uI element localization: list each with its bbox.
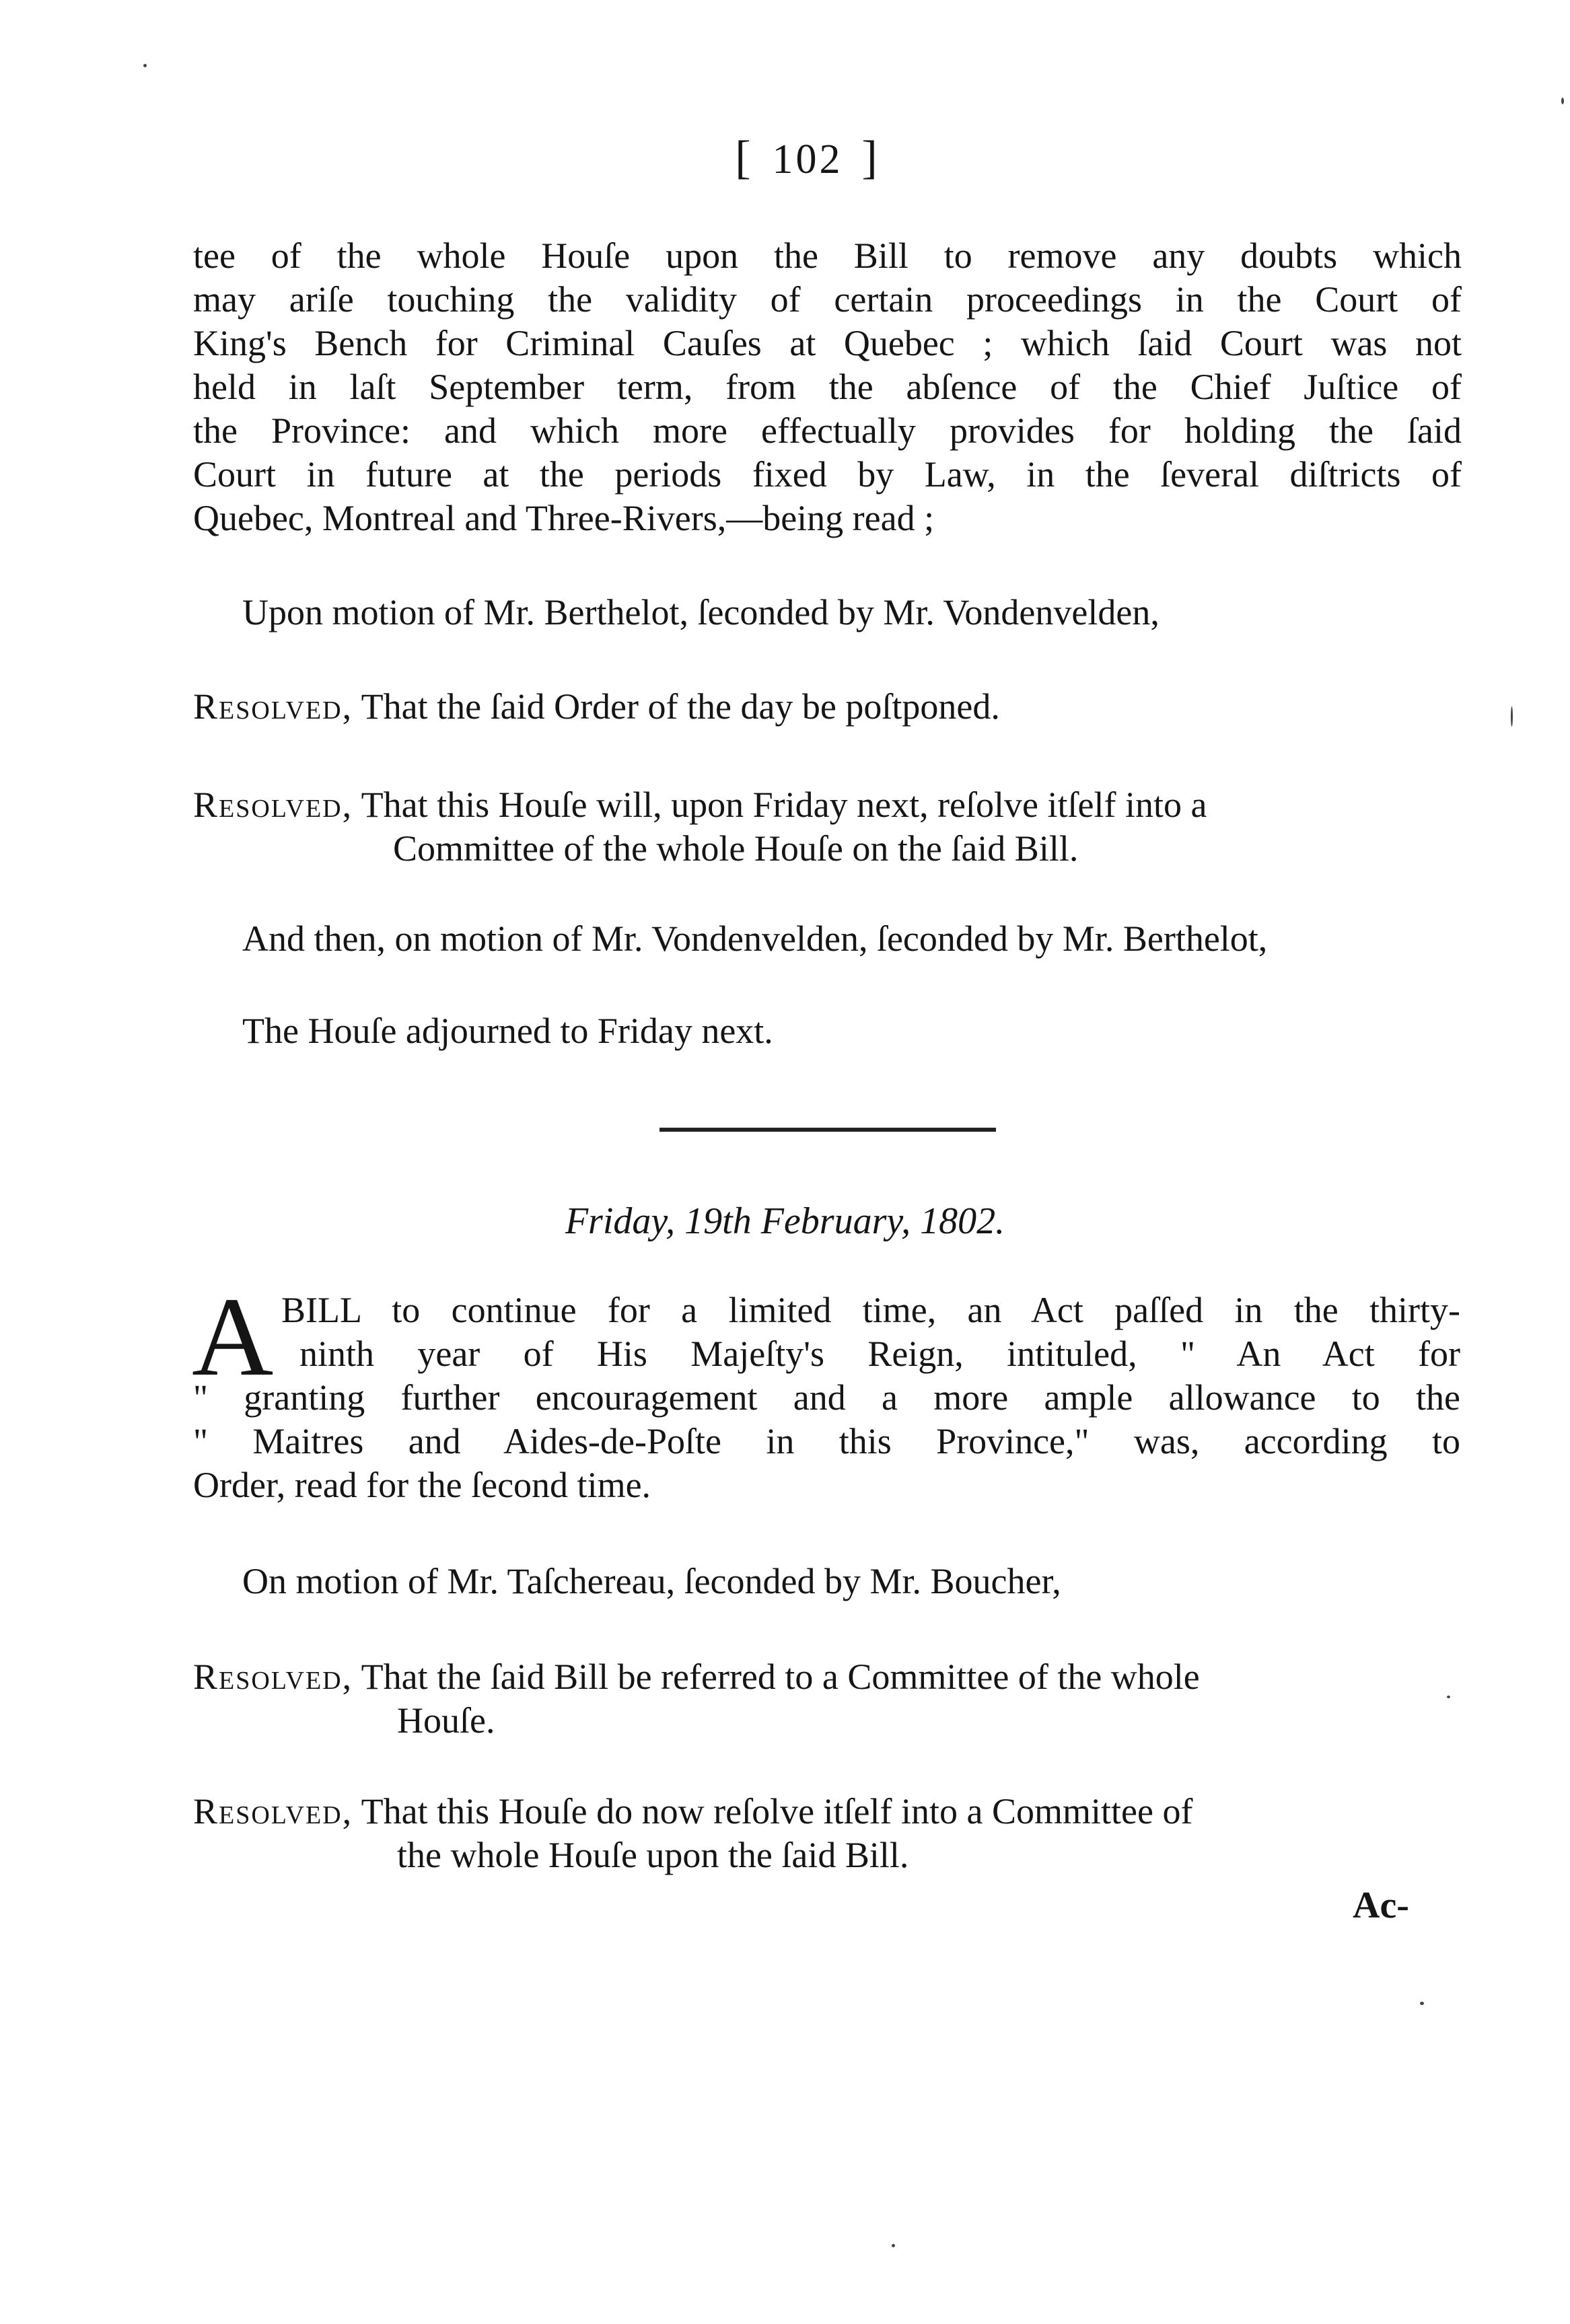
text-line: Order, read for the ſecond time. — [193, 1465, 651, 1505]
resolution-text: Committee of the whole Houſe on the ſaid Bill. — [393, 828, 1079, 869]
resolved-label: Resolved, — [193, 686, 353, 727]
bracket-close: ] — [861, 132, 880, 184]
adjourned-note: The Houſe adjourned to Friday next. — [242, 1011, 773, 1051]
paper-speck — [1447, 1696, 1450, 1698]
text-line: ninth year of His Majeſty's Reign, intituled, " An Act for — [299, 1334, 1460, 1374]
bill-paragraph-rest — [193, 1376, 1460, 1507]
paper-speck — [1511, 706, 1513, 727]
text-line: " Maitres and Aides-de-Poſte in this Province," was, according to — [193, 1421, 1460, 1461]
resolution-text: That this Houſe do now reſolve itſelf into a Committee of — [361, 1791, 1193, 1831]
catchword: Ac- — [1353, 1885, 1409, 1926]
resolved-label: Resolved, — [193, 785, 353, 825]
paper-speck — [143, 64, 147, 67]
paper-speck — [1420, 2002, 1424, 2005]
text-line: Court in future at the periods fixed by Law, in the ſeveral diſtricts of — [193, 454, 1462, 495]
section-divider — [659, 1128, 996, 1132]
bill-paragraph-2 — [299, 1332, 1460, 1376]
resolution-text: the whole Houſe upon the ſaid Bill. — [397, 1835, 909, 1875]
motion-taschereau: On motion of Mr. Taſchereau, ſeconded by Mr. Boucher, — [242, 1561, 1061, 1601]
drop-cap: A — [192, 1274, 274, 1400]
motion-adjourn: And then, on motion of Mr. Vondenvelden, ſeconded by Mr. Berthelot, — [242, 918, 1268, 959]
resolution-committee — [193, 1790, 1192, 1877]
resolution-text: That this Houſe will, upon Friday next, reſolve itſelf into a — [361, 785, 1207, 825]
resolution-postpone — [193, 685, 1000, 729]
resolution-text: Houſe. — [397, 1700, 495, 1741]
resolved-label: Resolved, — [193, 1657, 353, 1697]
page-number-header — [673, 131, 942, 185]
resolution-friday — [193, 783, 1207, 871]
paper-speck — [1561, 98, 1564, 104]
continued-paragraph — [193, 234, 1462, 540]
bracket-open: [ — [735, 132, 754, 184]
motion-berthelot: Upon motion of Mr. Berthelot, ſeconded by Mr. Vondenvelden, — [242, 592, 1159, 632]
resolution-text: That the ſaid Bill be referred to a Committee of the whole — [361, 1657, 1200, 1697]
text-line: BILL to continue for a limited time, an Act paſſed in the thirty- — [281, 1290, 1460, 1330]
text-line: held in laſt September term, from the abſence of the Chief Juſtice of — [193, 367, 1462, 407]
text-line: King's Bench for Criminal Cauſes at Quebec ; which ſaid Court was not — [193, 323, 1462, 363]
resolution-text: That the ſaid Order of the day be poſtponed. — [361, 686, 1000, 727]
text-line: tee of the whole Houſe upon the Bill to remove any doubts which — [193, 235, 1462, 276]
text-line: the Province: and which more effectually provides for holding the ſaid — [193, 410, 1462, 451]
text-line: " granting further encouragement and a more ample allowance to the — [193, 1377, 1460, 1418]
text-line: may ariſe touching the validity of certain proceedings in the Court of — [193, 279, 1462, 320]
resolved-label: Resolved, — [193, 1791, 353, 1831]
paper-speck — [892, 2244, 895, 2247]
bill-paragraph-lead — [281, 1288, 1460, 1332]
session-date: Friday, 19th February, 1802. — [565, 1200, 1005, 1242]
page-number: 102 — [772, 137, 843, 182]
text-line: Quebec, Montreal and Three-Rivers,—being read ; — [193, 498, 935, 538]
resolution-refer — [193, 1655, 1200, 1743]
